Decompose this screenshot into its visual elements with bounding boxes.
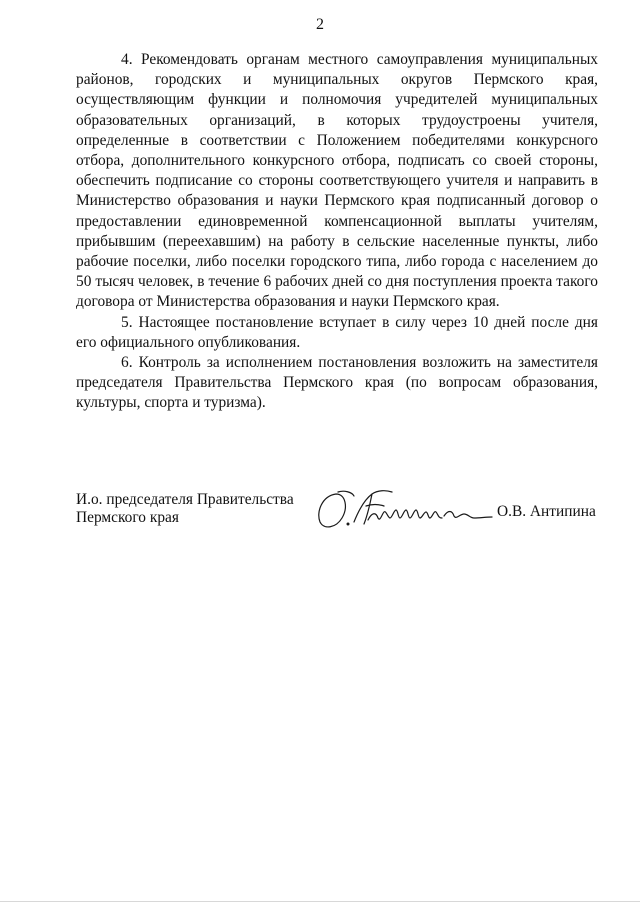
handwritten-signature — [314, 486, 494, 532]
signatory-title-line2: Пермского края — [76, 509, 179, 526]
signatory-name: О.В. Антипина — [497, 503, 596, 520]
paragraph-6: 6. Контроль за исполнением постановления возложить на заместителя председателя Правительства Пермского края (по вопросам образования, культуры, спорта и туризма). — [76, 354, 598, 412]
page-bottom-edge — [0, 901, 640, 902]
paragraph-4: 4. Рекомендовать органам местного самоуправления муниципальных районов, городских и муниципальных округов Пермского края, осуществляющим функции и полномочия учредителей муниципальных образовательных организаций, в которых трудоустроены учителя, определенные в соответствии с Положением победителями конкурсного отбора, дополнительного конкурсного отбора, подписать со своей стороны, обеспечить подписание со стороны соответствующего учителя и направить в Министерство образования и науки Пермского края подписанный договор о предоставлении единовременной компенсационной выплаты учителям, прибывшим (переехавшим) на работу в сельские населенные пункты, либо рабочие поселки, либо поселки городского типа, либо города с населением до 50 тысяч человек, в течение 6 рабочих дней со дня поступления проекта такого договора от Министерства образования и науки Пермского края. — [76, 51, 598, 311]
document-body — [76, 50, 598, 414]
signatory-title-line1: И.о. председателя Правительства — [76, 491, 294, 508]
paragraph-5: 5. Настоящее постановление вступает в силу через 10 дней после дня его официального опубликования. — [76, 313, 598, 351]
page-number: 2 — [316, 16, 324, 33]
signatory-title — [76, 491, 294, 527]
